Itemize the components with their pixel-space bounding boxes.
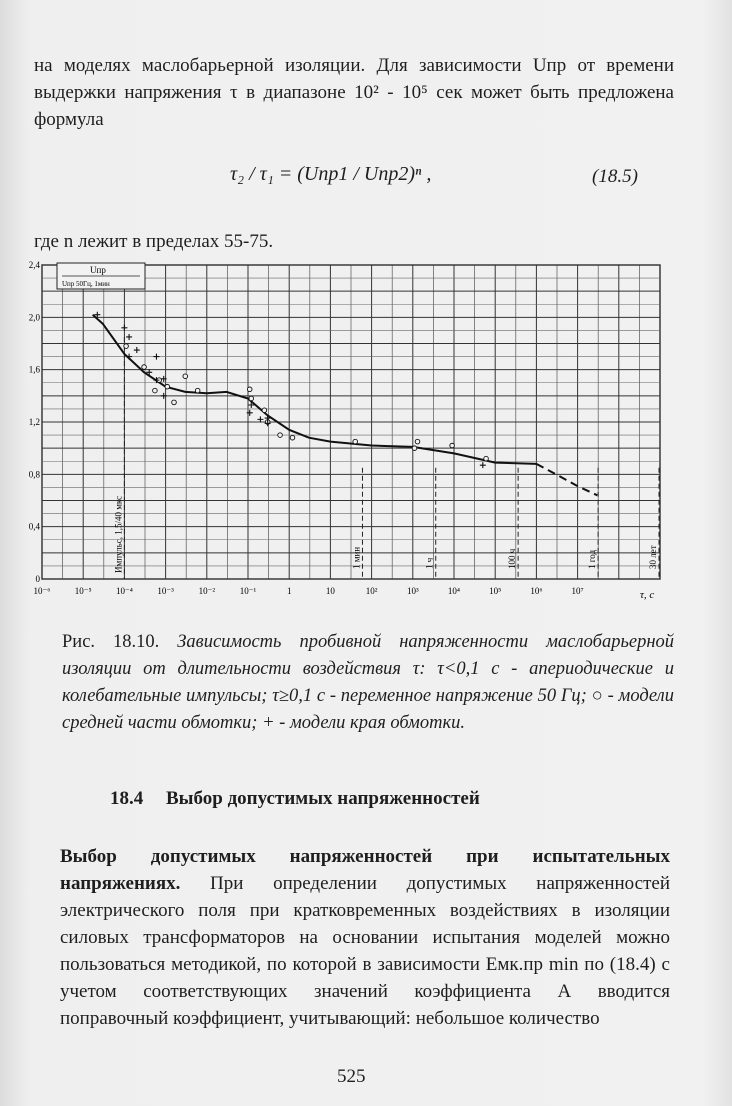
caption-text: Зависимость пробивной напряженности маслобарьерной изоляции от длительности воздействия τ: τ<0,1 с - апериодические и колебательные импульсы; τ≥0,1 с - переменное напряжение 50 Гц; ○ - модели средней части обмотки; + - модели края обмотки.	[62, 632, 675, 733]
formula-number: (18.5)	[592, 166, 638, 187]
data-point-winding-edge	[480, 462, 486, 468]
chart-legend-box	[57, 263, 145, 289]
data-point-middle-winding	[249, 396, 254, 401]
y-tick-label: 1,2	[28, 417, 40, 427]
x-axis-label: τ, с	[640, 589, 655, 601]
paragraph-intro: на моделях маслобарьерной изоляции. Для зависимости Uпр от времени выдержки напряжения τ в диапазоне 10² - 10⁵ сек может быть предложена формула	[34, 55, 674, 130]
y-tick-label: 2,4	[28, 260, 40, 270]
data-point-winding-edge	[153, 354, 159, 360]
data-point-middle-winding	[142, 365, 147, 370]
data-point-middle-winding	[124, 344, 129, 349]
data-point-middle-winding	[278, 433, 283, 438]
x-tick-label: 10⁻³	[157, 586, 174, 596]
paragraph-body: При определении допустимых напряженностей электрического поля при кратковременных воздействиях в изоляции силовых трансформаторов на основании испытания моделей можно пользоваться методикой, по которой в зависимости Eмк.пр min по (18.4) с учетом соответствующих значений коэффициента А вводится поправочный коэффициент, учитывающий: небольшое количество	[60, 873, 670, 1029]
formula: τ₂ / τ₁ = (Uпр1 / Uпр2)ⁿ ,	[230, 163, 432, 185]
duration-marker-label: 100 ч	[507, 548, 518, 569]
y-tick-label: 0	[35, 574, 40, 584]
x-tick-label: 10⁻⁶	[33, 586, 51, 596]
x-tick-label: 10⁵	[489, 586, 502, 596]
data-point-middle-winding	[484, 456, 489, 461]
duration-marker-label: 1 ч	[424, 557, 435, 569]
data-point-middle-winding	[165, 384, 170, 389]
data-point-middle-winding	[183, 374, 188, 379]
x-tick-label: 10²	[365, 586, 378, 596]
data-point-winding-edge	[134, 347, 140, 353]
data-point-middle-winding	[415, 439, 420, 444]
caption-label: Рис. 18.10.	[62, 632, 160, 652]
legend-bottom-label: Uпр 50Гц, 1мин	[62, 280, 110, 288]
x-tick-label: 10⁴	[447, 586, 461, 596]
duration-marker-label: 1 год	[587, 549, 598, 569]
data-point-middle-winding	[450, 443, 455, 448]
x-tick-label: 10⁻²	[198, 586, 216, 596]
duration-marker-label: 30 лет	[648, 545, 659, 569]
x-tick-label: 10⁻¹	[239, 586, 257, 596]
x-tick-label: 10⁶	[530, 586, 543, 596]
x-tick-label: 1	[286, 586, 292, 596]
x-tick-label: 10	[325, 586, 335, 596]
data-point-winding-edge	[126, 334, 132, 340]
data-point-middle-winding	[247, 387, 252, 392]
figure-caption	[62, 629, 674, 737]
chart-points	[94, 312, 488, 468]
trend-curve	[93, 315, 537, 464]
data-point-winding-edge	[126, 354, 132, 360]
x-tick-label: 10³	[406, 586, 419, 596]
data-point-winding-edge	[121, 325, 127, 331]
legend-top-label: Uпр	[90, 265, 106, 275]
section-number: 18.4	[110, 788, 144, 809]
duration-marker-label: 1 мин	[351, 546, 362, 569]
x-tick-label: 10⁻⁵	[74, 586, 92, 596]
paragraph-lead: Выбор допустимых напряженностей при испытательных напряжениях.	[60, 846, 670, 894]
paragraph-selection	[60, 843, 670, 1032]
data-point-winding-edge	[257, 416, 263, 422]
x-tick-label: 10⁻⁴	[115, 586, 133, 596]
section-title: Выбор допустимых напряженностей	[166, 788, 480, 809]
y-tick-label: 1,6	[28, 364, 40, 375]
chart-ticks	[29, 260, 584, 596]
chart-grid	[42, 265, 660, 579]
breakdown-strength-chart	[20, 255, 670, 607]
chart-curves	[93, 315, 598, 496]
data-point-middle-winding	[172, 400, 177, 405]
page-number: 525	[337, 1066, 366, 1087]
data-point-middle-winding	[195, 388, 200, 393]
paragraph-n-range: где n лежит в пределах 55-75.	[34, 231, 274, 252]
duration-marker-label: Импульс, 1,5/40 мкс	[113, 495, 124, 573]
y-tick-label: 2,0	[28, 312, 40, 323]
data-point-middle-winding	[290, 435, 295, 440]
extrapolated-curve	[536, 464, 597, 495]
y-tick-label: 0,8	[28, 469, 40, 480]
data-point-middle-winding	[262, 408, 267, 413]
x-tick-label: 10⁷	[571, 586, 584, 596]
data-point-middle-winding	[153, 388, 158, 393]
y-tick-label: 0,4	[28, 521, 40, 532]
data-point-middle-winding	[353, 439, 358, 444]
section-heading	[110, 788, 480, 810]
data-point-middle-winding	[412, 446, 417, 451]
